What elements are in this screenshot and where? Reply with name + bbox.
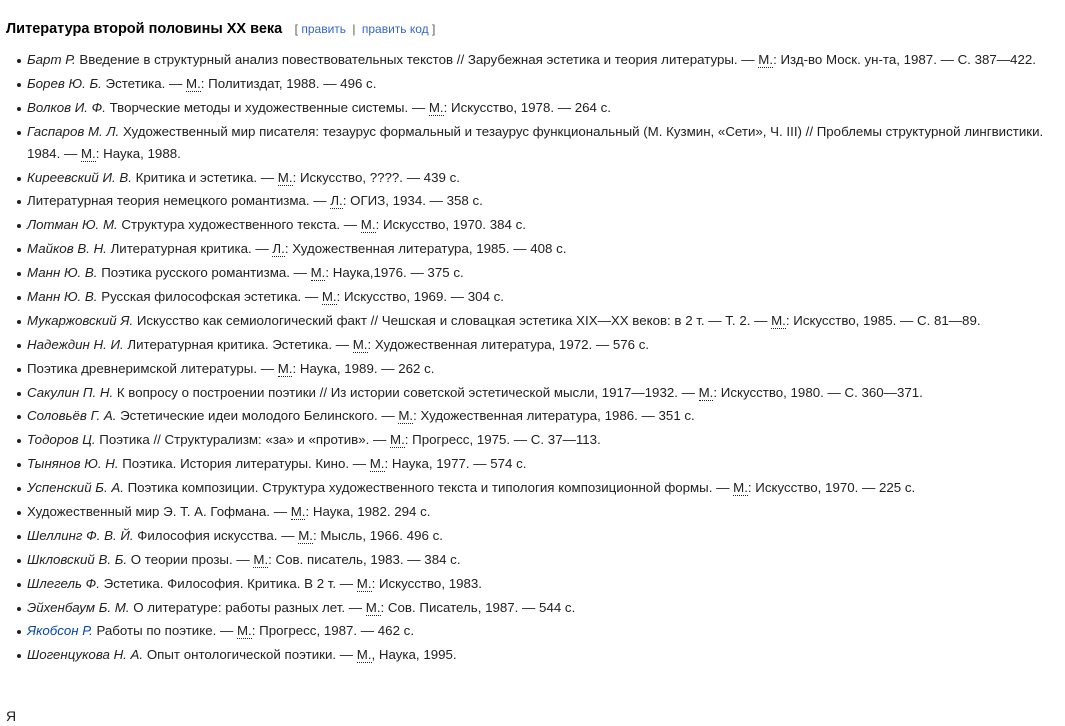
citation-text: Введение в структурный анализ повествовательных текстов // Зарубежная эстетика и теория литературы. — xyxy=(75,52,759,67)
author-name: Эйхенбаум Б. М. xyxy=(27,599,130,615)
publisher-text: : Искусство, 1983. xyxy=(371,575,482,591)
publisher-text: : Политиздат, 1988. — 496 с. xyxy=(200,75,377,91)
city-abbreviation[interactable]: М. xyxy=(277,360,293,376)
list-item xyxy=(27,382,1048,404)
list-item xyxy=(27,97,1048,119)
city-abbreviation[interactable]: М. xyxy=(428,99,444,115)
publisher-text: : Художественная литература, 1972. — 576 с. xyxy=(367,336,650,352)
publisher-text: : ОГИЗ, 1934. — 358 с. xyxy=(342,193,483,209)
publisher-text: : Искусство, 1978. — 264 с. xyxy=(443,99,611,115)
publisher-text: : Искусство, 1970. 384 с. xyxy=(375,217,526,233)
city-abbreviation[interactable]: М. xyxy=(298,527,313,543)
author-name: Гаспаров М. Л. xyxy=(27,123,120,139)
author-link[interactable]: Якобсон Р. xyxy=(27,623,93,639)
list-item xyxy=(27,453,1048,475)
city-abbreviation[interactable]: М. xyxy=(365,599,381,615)
citation-text: Художественный мир Э. Т. А. Гофмана. — xyxy=(27,504,291,520)
publisher-text: : Сов. писатель, 1983. — 384 с. xyxy=(268,551,461,567)
publisher-text: : Художественная литература, 1985. — 408 с. xyxy=(284,241,567,257)
city-abbreviation[interactable]: М. xyxy=(398,408,414,424)
city-abbreviation[interactable]: М. xyxy=(369,456,385,472)
city-abbreviation[interactable]: Л. xyxy=(330,193,343,209)
author-name: Успенский Б. А. xyxy=(27,480,124,496)
author-name: Борев Ю. Б. xyxy=(27,75,102,91)
list-item xyxy=(27,644,1048,666)
section-heading xyxy=(6,20,435,38)
list-item xyxy=(27,238,1048,260)
list-item xyxy=(27,429,1048,451)
author-name: Киреевский И. В. xyxy=(27,169,132,185)
author-name: Сакулин П. Н. xyxy=(27,384,114,400)
publisher-text: : Наука,1976. — 375 с. xyxy=(325,265,464,281)
list-item xyxy=(27,573,1048,595)
author-name: Лотман Ю. М. xyxy=(27,217,118,233)
publisher-text: : Наука, 1989. — 262 с. xyxy=(292,360,435,376)
citation-text: Опыт онтологической поэтики. — xyxy=(143,647,357,663)
citation-text: О теории прозы. — xyxy=(127,551,254,567)
citation-text: Эстетика. — xyxy=(101,75,187,91)
list-item xyxy=(27,549,1048,571)
citation-text: Поэтика древнеримской литературы. — xyxy=(27,360,278,376)
author-name: Шеллинг Ф. В. Й. xyxy=(27,527,134,543)
list-item xyxy=(27,167,1048,189)
author-name: Тодоров Ц. xyxy=(27,432,96,448)
list-item xyxy=(27,73,1048,95)
edit-code-link[interactable]: править код xyxy=(361,22,429,36)
citation-text: Структура художественного текста. — xyxy=(117,217,361,233)
city-abbreviation[interactable]: М. xyxy=(733,480,748,496)
list-item xyxy=(27,405,1048,427)
list-item xyxy=(27,286,1048,308)
citation-text: Поэтика // Структурализм: «за» и «против». — xyxy=(95,432,390,448)
citation-text: Работы по поэтике. — xyxy=(92,623,237,639)
publisher-text: : Искусство, 1980. — С. 360—371. xyxy=(713,384,923,400)
edit-open-bracket: [ xyxy=(294,22,299,36)
publisher-text: : Искусство, 1970. — 225 с. xyxy=(747,480,916,496)
list-item xyxy=(27,620,1048,642)
city-abbreviation[interactable]: М. xyxy=(360,217,376,233)
city-abbreviation[interactable]: М. xyxy=(321,289,337,305)
publisher-text: : Сов. Писатель, 1987. — 544 с. xyxy=(380,599,576,615)
citation-text: Поэтика русского романтизма. — xyxy=(97,265,311,281)
citation-text: Поэтика композиции. Структура художественного текста и типология композиционной формы. — xyxy=(123,480,734,496)
city-abbreviation[interactable]: Л. xyxy=(272,241,285,257)
section-title: Литература второй половины XX века xyxy=(6,21,283,37)
publisher-text: : Прогресс, 1975. — С. 37—113. xyxy=(404,432,601,448)
citation-text: Литературная критика. Эстетика. — xyxy=(123,336,353,352)
citation-text: Художественный мир писателя: тезаурус формальный и тезаурус функциональный (М. Кузмин, «Сети», Ч. III) // Проблемы структурной лингвистики. 1984. — xyxy=(27,123,1044,161)
author-name: Манн Ю. В. xyxy=(27,265,98,281)
publisher-text: : Прогресс, 1987. — 462 с. xyxy=(251,623,415,639)
city-abbreviation[interactable]: М. xyxy=(390,432,405,448)
list-item xyxy=(27,597,1048,619)
author-name: Шлегель Ф. xyxy=(27,575,100,591)
citation-text: Творческие методы и художественные системы. — xyxy=(105,99,429,115)
author-name: Тынянов Ю. Н. xyxy=(27,456,119,472)
citation-text: Критика и эстетика. — xyxy=(131,169,278,185)
author-name: Мукаржовский Я. xyxy=(27,312,134,328)
citation-text: О литературе: работы разных лет. — xyxy=(129,599,366,615)
city-abbreviation[interactable]: М. xyxy=(698,384,714,400)
publisher-text: : Наука, 1988. xyxy=(95,145,181,161)
citation-text: Эстетические идеи молодого Белинского. — xyxy=(116,408,399,424)
publisher-text: : Наука, 1977. — 574 с. xyxy=(384,456,527,472)
edit-section-links xyxy=(295,22,436,36)
city-abbreviation[interactable]: М. xyxy=(290,504,306,520)
edit-link[interactable]: править xyxy=(301,22,347,36)
publisher-text: : Художественная литература, 1986. — 351 с. xyxy=(413,408,695,424)
citation-text: Философия искусства. — xyxy=(133,527,299,543)
list-item xyxy=(27,501,1048,523)
list-item xyxy=(27,121,1048,165)
citation-text: Эстетика. Философия. Критика. В 2 т. — xyxy=(99,575,357,591)
city-abbreviation[interactable]: М. xyxy=(758,52,774,67)
city-abbreviation[interactable]: М. xyxy=(236,623,252,639)
citation-text: Искусство как семиологический факт // Чешская и словацкая эстетика XIX—XX веков: в 2 т. — Т. 2. — xyxy=(133,312,772,328)
list-item xyxy=(27,190,1048,212)
list-item xyxy=(27,49,1048,71)
list-item xyxy=(27,358,1048,380)
publisher-text: , Наука, 1995. xyxy=(371,647,457,663)
edit-separator: | xyxy=(352,22,356,36)
edit-close-bracket: ] xyxy=(432,22,436,36)
author-name: Шкловский В. Б. xyxy=(27,551,128,567)
list-item xyxy=(27,477,1048,499)
citation-text: К вопросу о построении поэтики // Из истории советской эстетической мысли, 1917—1932. — xyxy=(113,384,699,400)
publisher-text: : Искусство, 1969. — 304 с. xyxy=(336,289,504,305)
city-abbreviation[interactable]: М. xyxy=(310,265,326,281)
city-abbreviation[interactable]: М. xyxy=(771,312,786,328)
citation-text: Поэтика. История литературы. Кино. — xyxy=(118,456,370,472)
list-item xyxy=(27,214,1048,236)
list-item xyxy=(27,310,1048,332)
list-item xyxy=(27,262,1048,284)
bibliography-list xyxy=(0,49,1048,668)
author-name: Волков И. Ф. xyxy=(27,99,106,115)
city-abbreviation[interactable]: М. xyxy=(356,647,372,663)
citation-text: Литературная критика. — xyxy=(106,241,273,257)
author-name: Майков В. Н. xyxy=(27,241,107,257)
citation-text: Литературная теория немецкого романтизма. — xyxy=(27,193,331,209)
city-abbreviation[interactable]: М. xyxy=(253,551,269,567)
author-name: Шогенцукова Н. А. xyxy=(27,647,144,663)
city-abbreviation[interactable]: М. xyxy=(352,336,368,352)
publisher-text: : Мысль, 1966. 496 с. xyxy=(312,527,443,543)
city-abbreviation[interactable]: М. xyxy=(356,575,372,591)
next-heading-fragment: Я xyxy=(6,708,17,724)
author-name: Соловьёв Г. А. xyxy=(27,408,117,424)
list-item xyxy=(27,525,1048,547)
citation-text: Русская философская эстетика. — xyxy=(97,289,322,305)
publisher-text: : Наука, 1982. 294 с. xyxy=(305,504,431,520)
publisher-text: : Изд-во Моск. ун-та, 1987. — С. 387—422. xyxy=(773,52,1036,67)
publisher-text: : Искусство, ????. — 439 с. xyxy=(292,169,460,185)
publisher-text: : Искусство, 1985. — С. 81—89. xyxy=(785,312,981,328)
list-item xyxy=(27,334,1048,356)
author-name: Манн Ю. В. xyxy=(27,289,98,305)
author-name: Барт Р. xyxy=(27,52,76,67)
city-abbreviation[interactable]: М. xyxy=(80,145,96,161)
city-abbreviation[interactable]: М. xyxy=(186,75,201,91)
author-name: Надеждин Н. И. xyxy=(27,336,124,352)
city-abbreviation[interactable]: М. xyxy=(277,169,293,185)
